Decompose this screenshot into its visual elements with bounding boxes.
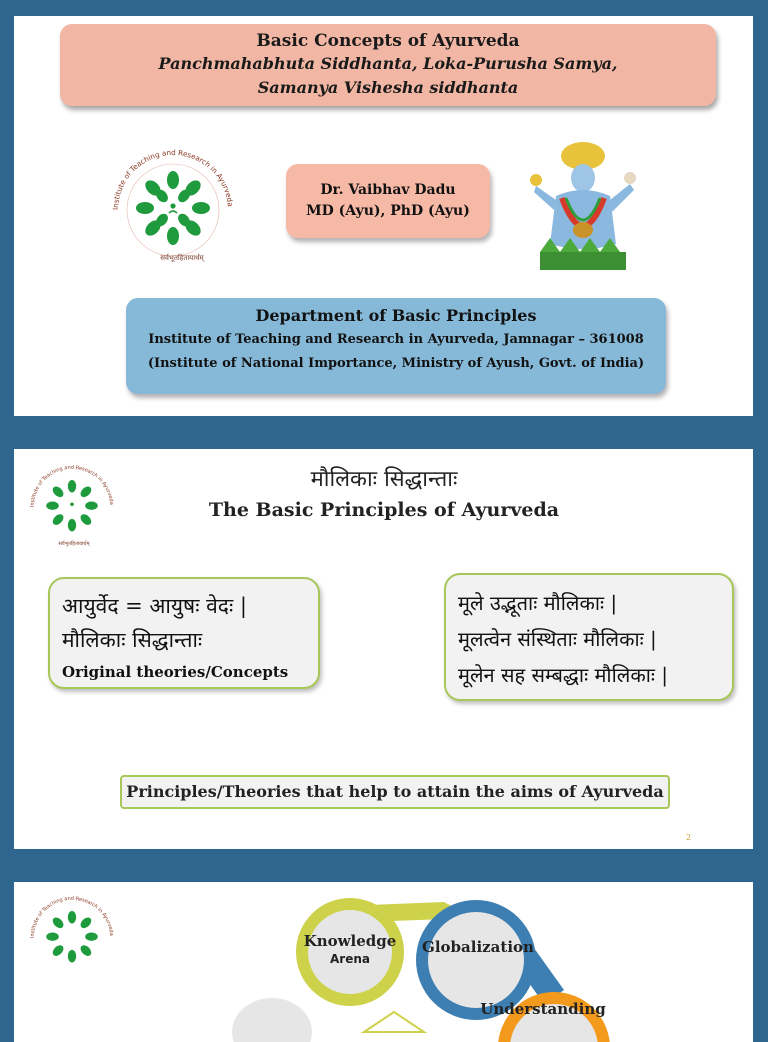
author-box: [286, 164, 490, 238]
institute-logo-small-icon: [24, 888, 120, 984]
definition-line-2: मौलिकाः सिद्धान्ताः: [62, 628, 203, 652]
logo-ring-text: Institute of Teaching and Research in Ayurveda: [29, 895, 115, 939]
author-degrees: MD (Ayu), PhD (Ayu): [306, 203, 470, 219]
principle-statement: Principles/Theories that help to attain the aims of Ayurveda: [120, 775, 670, 809]
title-box: [60, 24, 716, 106]
etymology-line-3: मूलेन सह सम्बद्धाः मौलिकाः |: [458, 663, 669, 687]
department-name: Department of Basic Principles: [255, 306, 537, 325]
logo-caption: सर्वभूतहितायार्थम्: [58, 541, 90, 547]
slide2-title-english: The Basic Principles of Ayurveda: [208, 499, 560, 521]
institute-importance: (Institute of National Importance, Ministry of Ayush, Govt. of India): [147, 356, 645, 371]
ring-blue: [422, 906, 530, 1014]
knowledge-label: Knowledge Arena: [303, 932, 397, 966]
definition-box: [48, 577, 320, 689]
logo-ring-text: Institute of Teaching and Research in Ayurveda: [110, 148, 235, 211]
institute-logo-icon: [104, 148, 242, 266]
dhanvantari-image: [526, 134, 640, 270]
institute-logo-small-icon: [24, 457, 120, 553]
slide-subtitle-line1: Panchmahabhuta Siddhanta, Loka-Purusha Samya,: [158, 54, 618, 73]
definition-line-3: Original theories/Concepts: [62, 663, 289, 681]
slide2-title-sanskrit: मौलिकाः सिद्धान्ताः: [310, 467, 458, 492]
etymology-line-1: मूले उद्भूताः मौलिकाः |: [458, 591, 618, 615]
department-box: [126, 298, 666, 394]
slide-2: [14, 449, 753, 849]
slide-1: [14, 16, 753, 416]
definition-line-1: आयुर्वेद = आयुषः वेदः |: [62, 594, 247, 618]
understanding-label: Understanding: [480, 1000, 606, 1018]
ring-partial-grey: [232, 998, 312, 1042]
institute-address: Institute of Teaching and Research in Ayurveda, Jamnagar – 361008: [148, 332, 644, 347]
logo-caption: सर्वभूतहितायार्थम्: [160, 254, 204, 262]
author-name: Dr. Vaibhav Dadu: [320, 182, 456, 198]
rings-diagram: [214, 882, 644, 1042]
slide-title: Basic Concepts of Ayurveda: [256, 31, 520, 51]
triangle-shape: [364, 1012, 424, 1032]
page-number: 2: [686, 833, 692, 842]
slide-subtitle-line2: Samanya Vishesha siddhanta: [257, 78, 519, 97]
globalization-label: Globalization: [422, 938, 534, 956]
etymology-line-2: मूलत्वेन संस्थिताः मौलिकाः |: [458, 627, 657, 651]
logo-ring-text: Institute of Teaching and Research in Ayurveda: [29, 464, 115, 508]
etymology-box: [444, 573, 734, 701]
slide-3: [14, 882, 753, 1042]
